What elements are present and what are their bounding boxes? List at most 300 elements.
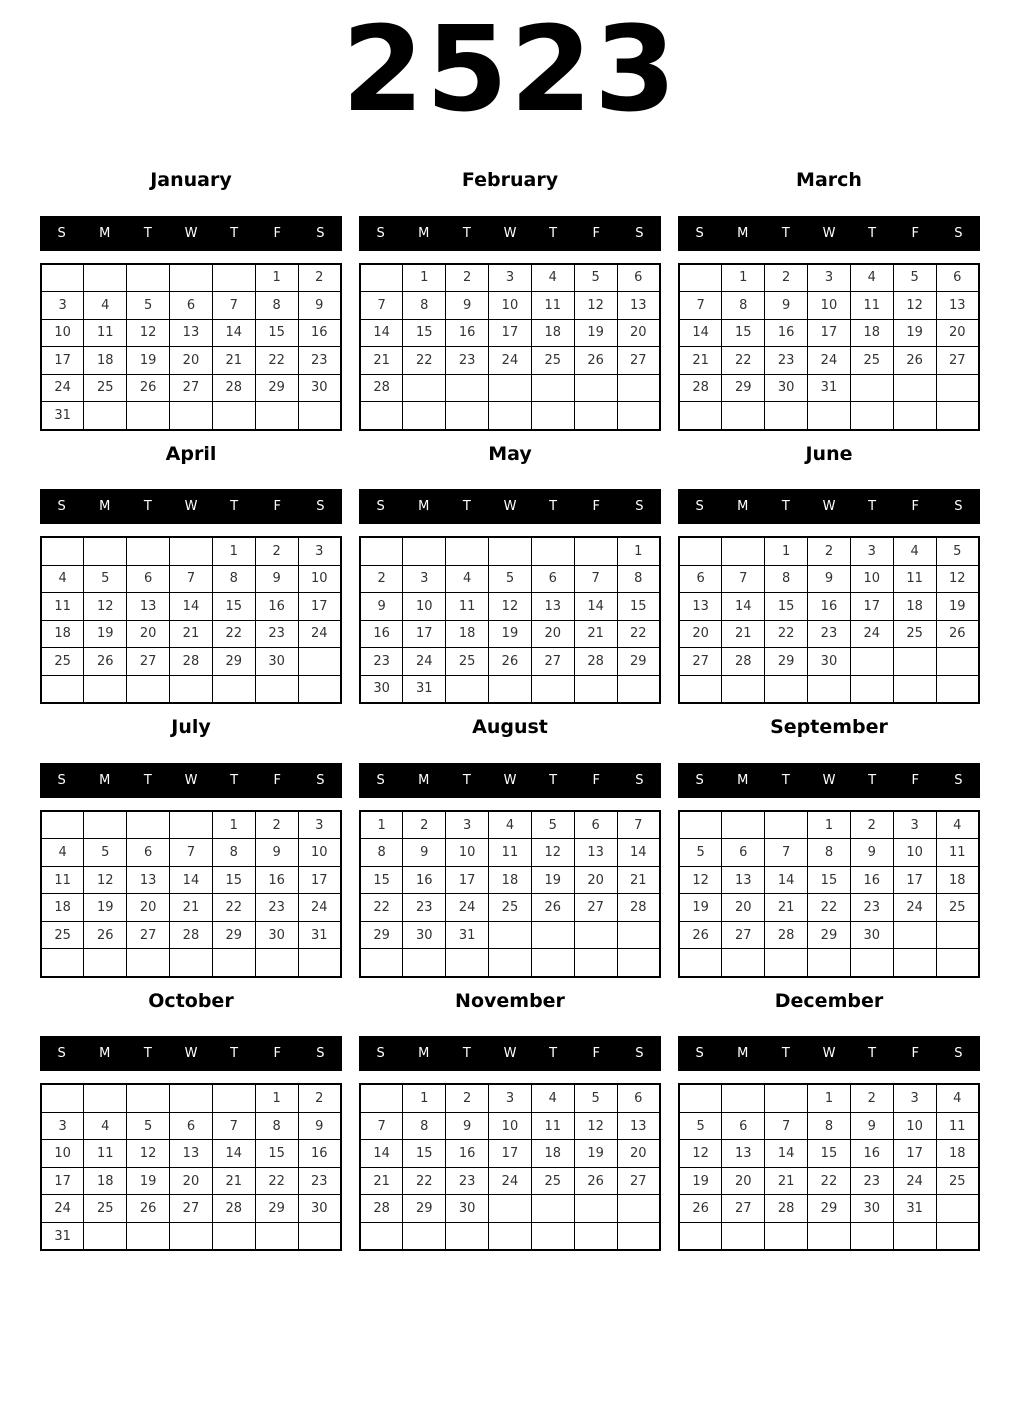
empty-day-cell <box>936 949 979 977</box>
week-row <box>679 620 979 648</box>
day-cell: 6 <box>722 839 765 867</box>
empty-day-cell <box>531 402 574 430</box>
empty-day-cell <box>722 675 765 703</box>
empty-day-cell <box>84 1222 127 1250</box>
day-cell: 22 <box>617 620 660 648</box>
empty-day-cell <box>489 1222 532 1250</box>
day-cell: 24 <box>446 894 489 922</box>
day-cell: 24 <box>850 620 893 648</box>
day-cell: 29 <box>808 921 851 949</box>
day-cell: 23 <box>298 347 341 375</box>
empty-day-cell <box>127 1222 170 1250</box>
empty-day-cell <box>84 264 127 292</box>
day-cell: 5 <box>679 839 722 867</box>
day-cell: 24 <box>808 347 851 375</box>
empty-day-cell <box>360 537 403 565</box>
day-cell: 8 <box>403 1112 446 1140</box>
empty-day-cell <box>531 675 574 703</box>
empty-day-cell <box>127 537 170 565</box>
day-cell: 24 <box>403 648 446 676</box>
weekday-label: F <box>273 499 282 515</box>
day-cell: 9 <box>850 1112 893 1140</box>
weekday-header <box>678 489 980 524</box>
day-cell: 5 <box>531 811 574 839</box>
week-row <box>360 347 660 375</box>
empty-day-cell <box>41 264 84 292</box>
day-cell: 25 <box>531 347 574 375</box>
day-cell: 17 <box>298 593 341 621</box>
day-cell: 14 <box>360 1140 403 1168</box>
day-cell: 9 <box>850 839 893 867</box>
day-cell: 15 <box>360 866 403 894</box>
day-cell: 6 <box>679 565 722 593</box>
day-cell: 17 <box>893 1140 936 1168</box>
day-cell: 21 <box>722 620 765 648</box>
day-cell: 2 <box>808 537 851 565</box>
weekday-header <box>40 489 342 524</box>
day-cell: 19 <box>936 593 979 621</box>
week-row <box>679 1222 979 1250</box>
day-cell: 20 <box>617 1140 660 1168</box>
weekday-label: S <box>376 499 385 515</box>
day-cell: 7 <box>170 839 213 867</box>
empty-day-cell <box>679 402 722 430</box>
empty-day-cell <box>531 374 574 402</box>
month-block <box>359 168 661 431</box>
weekday-label: F <box>273 225 282 241</box>
week-row <box>679 1167 979 1195</box>
day-cell: 20 <box>936 319 979 347</box>
empty-day-cell <box>531 949 574 977</box>
day-cell: 17 <box>41 347 84 375</box>
day-cell: 10 <box>446 839 489 867</box>
weekday-label: T <box>230 772 239 788</box>
day-cell: 23 <box>255 894 298 922</box>
empty-day-cell <box>850 675 893 703</box>
empty-day-cell <box>170 949 213 977</box>
day-cell: 4 <box>936 1084 979 1112</box>
day-cell: 30 <box>255 921 298 949</box>
weekday-label: W <box>822 1046 836 1062</box>
day-cell: 20 <box>127 894 170 922</box>
week-row <box>41 894 341 922</box>
empty-day-cell <box>446 374 489 402</box>
day-cell: 29 <box>617 648 660 676</box>
day-cell: 7 <box>360 292 403 320</box>
day-cell: 24 <box>298 620 341 648</box>
day-cell: 2 <box>298 264 341 292</box>
day-cell: 19 <box>489 620 532 648</box>
day-cell: 13 <box>127 866 170 894</box>
day-cell: 30 <box>765 374 808 402</box>
empty-day-cell <box>212 1084 255 1112</box>
day-cell: 25 <box>936 1167 979 1195</box>
weekday-label: T <box>549 1046 558 1062</box>
day-cell: 20 <box>127 620 170 648</box>
empty-day-cell <box>84 537 127 565</box>
month-block <box>678 989 980 1252</box>
empty-day-cell <box>41 675 84 703</box>
weekday-label: F <box>911 1046 920 1062</box>
day-cell: 3 <box>446 811 489 839</box>
month-block <box>40 168 342 431</box>
empty-day-cell <box>127 675 170 703</box>
day-cell: 26 <box>84 921 127 949</box>
day-cell: 25 <box>84 1195 127 1223</box>
day-cell: 10 <box>850 565 893 593</box>
day-cell: 20 <box>170 1167 213 1195</box>
empty-day-cell <box>255 402 298 430</box>
week-row <box>41 1167 341 1195</box>
day-cell: 3 <box>489 1084 532 1112</box>
day-cell: 2 <box>850 811 893 839</box>
day-cell: 30 <box>850 1195 893 1223</box>
day-cell: 29 <box>212 921 255 949</box>
weekday-label: F <box>592 225 601 241</box>
day-cell: 27 <box>127 921 170 949</box>
month-day-grid <box>359 263 661 431</box>
day-cell: 8 <box>765 565 808 593</box>
day-cell: 10 <box>298 565 341 593</box>
month-block <box>678 168 980 431</box>
day-cell: 26 <box>679 921 722 949</box>
week-row <box>360 565 660 593</box>
day-cell: 3 <box>41 1112 84 1140</box>
empty-day-cell <box>850 949 893 977</box>
empty-day-cell <box>574 921 617 949</box>
day-cell: 15 <box>212 866 255 894</box>
empty-day-cell <box>170 1222 213 1250</box>
day-cell: 22 <box>403 347 446 375</box>
weekday-label: S <box>954 772 963 788</box>
month-day-grid <box>359 536 661 704</box>
day-cell: 13 <box>936 292 979 320</box>
weekday-label: M <box>737 499 749 515</box>
empty-day-cell <box>255 675 298 703</box>
week-row <box>679 921 979 949</box>
month-title: August <box>472 716 548 739</box>
empty-day-cell <box>617 1222 660 1250</box>
weekday-label: T <box>549 772 558 788</box>
week-row <box>679 811 979 839</box>
day-cell: 14 <box>212 319 255 347</box>
day-cell: 7 <box>360 1112 403 1140</box>
day-cell: 25 <box>489 894 532 922</box>
day-cell: 11 <box>446 593 489 621</box>
empty-day-cell <box>403 949 446 977</box>
weekday-header <box>40 216 342 251</box>
day-cell: 18 <box>84 347 127 375</box>
day-cell: 5 <box>574 1084 617 1112</box>
day-cell: 7 <box>574 565 617 593</box>
weekday-label: W <box>822 499 836 515</box>
week-row <box>360 319 660 347</box>
day-cell: 25 <box>850 347 893 375</box>
day-cell: 22 <box>255 1167 298 1195</box>
day-cell: 18 <box>446 620 489 648</box>
day-cell: 31 <box>808 374 851 402</box>
empty-day-cell <box>212 264 255 292</box>
day-cell: 15 <box>722 319 765 347</box>
day-cell: 2 <box>446 264 489 292</box>
empty-day-cell <box>850 1222 893 1250</box>
weekday-header <box>359 1036 661 1071</box>
weekday-header <box>40 1036 342 1071</box>
week-row <box>679 402 979 430</box>
empty-day-cell <box>212 1222 255 1250</box>
empty-day-cell <box>170 537 213 565</box>
week-row <box>41 593 341 621</box>
empty-day-cell <box>893 1222 936 1250</box>
empty-day-cell <box>170 264 213 292</box>
weekday-label: S <box>954 499 963 515</box>
week-row <box>41 1222 341 1250</box>
empty-day-cell <box>403 537 446 565</box>
empty-day-cell <box>489 402 532 430</box>
day-cell: 30 <box>255 648 298 676</box>
day-cell: 6 <box>574 811 617 839</box>
day-cell: 27 <box>574 894 617 922</box>
empty-day-cell <box>298 675 341 703</box>
empty-day-cell <box>679 264 722 292</box>
empty-day-cell <box>298 1222 341 1250</box>
weekday-label: M <box>99 772 111 788</box>
empty-day-cell <box>212 949 255 977</box>
weekday-label: F <box>273 1046 282 1062</box>
day-cell: 26 <box>127 374 170 402</box>
day-cell: 19 <box>84 620 127 648</box>
day-cell: 17 <box>403 620 446 648</box>
day-cell: 12 <box>574 292 617 320</box>
day-cell: 16 <box>298 319 341 347</box>
day-cell: 3 <box>808 264 851 292</box>
day-cell: 1 <box>403 264 446 292</box>
weekday-label: M <box>418 1046 430 1062</box>
day-cell: 10 <box>808 292 851 320</box>
day-cell: 15 <box>255 319 298 347</box>
month-day-grid <box>359 810 661 978</box>
day-cell: 16 <box>446 319 489 347</box>
day-cell: 15 <box>765 593 808 621</box>
day-cell: 14 <box>360 319 403 347</box>
day-cell: 20 <box>679 620 722 648</box>
day-cell: 12 <box>84 866 127 894</box>
weekday-label: T <box>462 1046 471 1062</box>
day-cell: 14 <box>170 866 213 894</box>
day-cell: 26 <box>574 347 617 375</box>
day-cell: 13 <box>722 866 765 894</box>
day-cell: 1 <box>765 537 808 565</box>
empty-day-cell <box>489 949 532 977</box>
day-cell: 7 <box>212 292 255 320</box>
day-cell: 24 <box>41 374 84 402</box>
day-cell: 21 <box>170 894 213 922</box>
weekday-label: F <box>592 772 601 788</box>
day-cell: 5 <box>936 537 979 565</box>
empty-day-cell <box>255 949 298 977</box>
empty-day-cell <box>893 921 936 949</box>
month-day-grid <box>678 263 980 431</box>
day-cell: 8 <box>255 1112 298 1140</box>
week-row <box>41 1084 341 1112</box>
month-block <box>678 442 980 705</box>
day-cell: 23 <box>403 894 446 922</box>
weekday-label: M <box>99 499 111 515</box>
week-row <box>41 264 341 292</box>
week-row <box>360 648 660 676</box>
weekday-label: T <box>868 499 877 515</box>
empty-day-cell <box>127 811 170 839</box>
day-cell: 30 <box>446 1195 489 1223</box>
month-title: November <box>455 989 565 1012</box>
day-cell: 14 <box>679 319 722 347</box>
week-row <box>41 565 341 593</box>
weekday-label: S <box>635 1046 644 1062</box>
month-block <box>359 989 661 1252</box>
empty-day-cell <box>722 811 765 839</box>
day-cell: 11 <box>531 292 574 320</box>
weekday-label: S <box>635 499 644 515</box>
empty-day-cell <box>936 648 979 676</box>
week-row <box>41 675 341 703</box>
day-cell: 23 <box>765 347 808 375</box>
day-cell: 23 <box>298 1167 341 1195</box>
empty-day-cell <box>850 648 893 676</box>
empty-day-cell <box>893 949 936 977</box>
empty-day-cell <box>170 811 213 839</box>
empty-day-cell <box>84 949 127 977</box>
day-cell: 23 <box>808 620 851 648</box>
week-row <box>679 537 979 565</box>
day-cell: 4 <box>41 565 84 593</box>
week-row <box>679 894 979 922</box>
day-cell: 28 <box>574 648 617 676</box>
empty-day-cell <box>170 675 213 703</box>
day-cell: 16 <box>808 593 851 621</box>
weekday-label: T <box>781 499 790 515</box>
empty-day-cell <box>127 402 170 430</box>
day-cell: 24 <box>893 894 936 922</box>
weekday-label: T <box>143 772 152 788</box>
weekday-label: M <box>737 772 749 788</box>
month-title: July <box>171 716 211 739</box>
day-cell: 29 <box>360 921 403 949</box>
day-cell: 10 <box>489 292 532 320</box>
month-title: December <box>774 989 884 1012</box>
day-cell: 22 <box>255 347 298 375</box>
day-cell: 2 <box>446 1084 489 1112</box>
week-row <box>360 593 660 621</box>
weekday-label: M <box>99 225 111 241</box>
day-cell: 22 <box>212 894 255 922</box>
day-cell: 21 <box>765 1167 808 1195</box>
day-cell: 1 <box>255 264 298 292</box>
day-cell: 19 <box>679 1167 722 1195</box>
weekday-label: M <box>418 225 430 241</box>
day-cell: 30 <box>808 648 851 676</box>
day-cell: 27 <box>127 648 170 676</box>
empty-day-cell <box>298 402 341 430</box>
empty-day-cell <box>360 1222 403 1250</box>
empty-day-cell <box>765 402 808 430</box>
empty-day-cell <box>808 949 851 977</box>
day-cell: 8 <box>808 1112 851 1140</box>
week-row <box>360 1140 660 1168</box>
day-cell: 1 <box>808 811 851 839</box>
empty-day-cell <box>679 811 722 839</box>
day-cell: 18 <box>893 593 936 621</box>
day-cell: 11 <box>531 1112 574 1140</box>
month-block <box>40 989 342 1252</box>
day-cell: 23 <box>255 620 298 648</box>
month-day-grid <box>678 810 980 978</box>
day-cell: 3 <box>893 1084 936 1112</box>
day-cell: 15 <box>808 866 851 894</box>
week-row <box>41 811 341 839</box>
empty-day-cell <box>808 1222 851 1250</box>
day-cell: 13 <box>170 1140 213 1168</box>
weekday-label: F <box>911 499 920 515</box>
day-cell: 11 <box>936 1112 979 1140</box>
day-cell: 12 <box>127 1140 170 1168</box>
day-cell: 9 <box>298 292 341 320</box>
weekday-label: W <box>503 499 517 515</box>
day-cell: 31 <box>403 675 446 703</box>
day-cell: 11 <box>936 839 979 867</box>
empty-day-cell <box>446 1222 489 1250</box>
empty-day-cell <box>850 374 893 402</box>
day-cell: 4 <box>936 811 979 839</box>
day-cell: 12 <box>679 1140 722 1168</box>
day-cell: 10 <box>893 839 936 867</box>
day-cell: 13 <box>574 839 617 867</box>
month-title: January <box>150 168 232 191</box>
empty-day-cell <box>765 1222 808 1250</box>
day-cell: 25 <box>893 620 936 648</box>
week-row <box>41 839 341 867</box>
day-cell: 9 <box>403 839 446 867</box>
weekday-label: F <box>273 772 282 788</box>
day-cell: 18 <box>41 894 84 922</box>
empty-day-cell <box>403 1222 446 1250</box>
day-cell: 12 <box>574 1112 617 1140</box>
day-cell: 7 <box>617 811 660 839</box>
day-cell: 30 <box>403 921 446 949</box>
day-cell: 16 <box>255 866 298 894</box>
day-cell: 12 <box>489 593 532 621</box>
weekday-label: T <box>868 772 877 788</box>
day-cell: 26 <box>489 648 532 676</box>
day-cell: 2 <box>298 1084 341 1112</box>
empty-day-cell <box>360 1084 403 1112</box>
weekday-label: T <box>781 1046 790 1062</box>
week-row <box>41 292 341 320</box>
empty-day-cell <box>936 921 979 949</box>
empty-day-cell <box>170 402 213 430</box>
empty-day-cell <box>446 537 489 565</box>
empty-day-cell <box>255 1222 298 1250</box>
day-cell: 14 <box>617 839 660 867</box>
day-cell: 18 <box>489 866 532 894</box>
day-cell: 6 <box>531 565 574 593</box>
empty-day-cell <box>679 1084 722 1112</box>
week-row <box>360 1222 660 1250</box>
day-cell: 28 <box>360 374 403 402</box>
empty-day-cell <box>617 374 660 402</box>
day-cell: 4 <box>84 1112 127 1140</box>
day-cell: 13 <box>679 593 722 621</box>
weekday-label: W <box>184 225 198 241</box>
